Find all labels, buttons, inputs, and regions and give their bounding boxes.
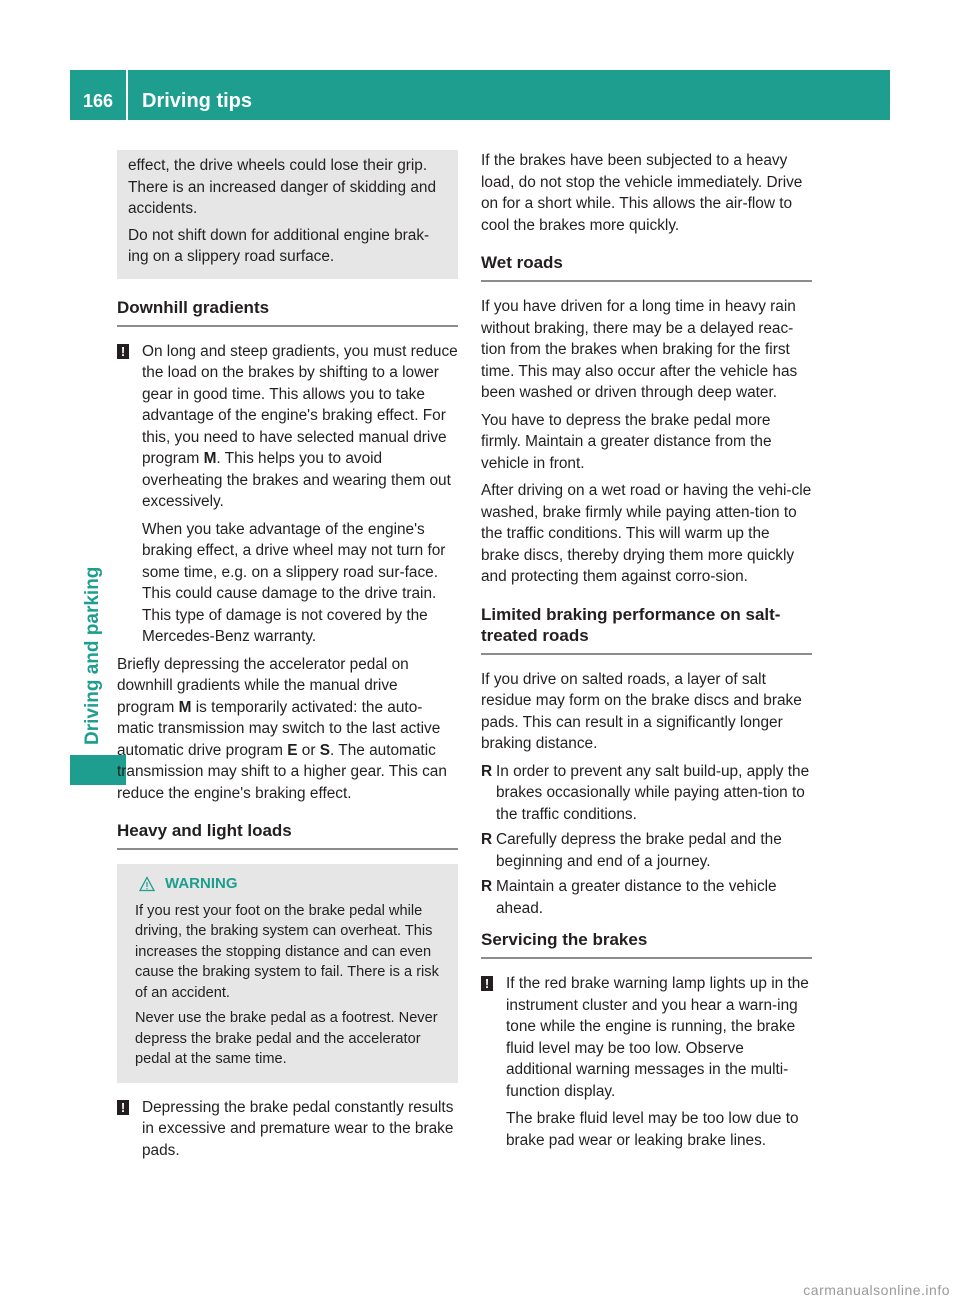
note-brake-wear (117, 1097, 458, 1162)
page-title: Driving tips (142, 90, 253, 112)
warning-box (117, 864, 458, 1083)
note-paragraph: On long and steep gradients, you must reduce the load on the brakes by shifting to a lower gear in good time. This allows you to take advantage of the engine's braking effect. For this, you need to have selected manual drive program M. This helps you to avoid overheating the brakes and wearing them out excessively. (142, 342, 458, 510)
note-paragraph: The brake fluid level may be too low due to brake pad wear or leaking brake lines. (506, 1110, 799, 1149)
heading-wet-roads: Wet roads (481, 252, 812, 282)
box-paragraph: effect, the drive wheels could lose their grip. There is an increased danger of skidding and accidents. (128, 157, 437, 217)
list-item: R In order to prevent any salt build-up, apply the brakes occasionally while paying atten-tion to the traffic conditions. (481, 762, 810, 823)
heading-downhill-gradients: Downhill gradients (117, 297, 458, 327)
heading-salt-roads: Limited braking performance on salt-treated roads (481, 604, 812, 655)
heading-servicing-brakes: Servicing the brakes (481, 929, 812, 959)
wet-paragraph: If you have driven for a long time in heavy rain without braking, there may be a delayed reac-tion from the brakes when braking for the first time. This may also occur after the vehicle has been washed or driven through deep water. (481, 298, 798, 401)
page-number: 166 (82, 91, 114, 111)
salt-bullet-list (481, 761, 812, 920)
watermark: carmanualsonline.info (803, 1282, 950, 1298)
section-side-tab: Driving and parking (82, 566, 103, 745)
note-downhill (117, 341, 458, 648)
bullet-icon: R (481, 831, 493, 848)
box-paragraph: Do not shift down for additional engine brak-ing on a slippery road surface. (128, 226, 430, 265)
note-paragraph: When you take advantage of the engine's braking effect, a drive wheel may not turn for some time, e.g. on a slippery road sur-face. This could cause damage to the drive train. This type of damage is not covered by the Mercedes-Benz warranty. (142, 520, 446, 645)
list-item: R Maintain a greater distance to the vehicle ahead. (481, 878, 777, 917)
note-brake-warning-lamp (481, 973, 812, 1151)
salt-paragraph: If you drive on salted roads, a layer of salt residue may form on the brake discs and brake pads. This can result in a significantly longer braking distance. (481, 670, 802, 752)
warning-paragraph: If you rest your foot on the brake pedal while driving, the braking system can overheat. This increases the stopping distance and can even cause the braking system to fail. There is a risk of an accident. (135, 902, 439, 1001)
warning-paragraph: Never use the brake pedal as a footrest. Never depress the brake pedal and the accelerator pedal at the same time. (135, 1010, 438, 1067)
header-divider (126, 70, 128, 120)
wet-paragraph: You have to depress the brake pedal more firmly. Maintain a greater distance from the vehicle in front. (481, 411, 772, 472)
heading-heavy-light-loads: Heavy and light loads (117, 820, 458, 850)
left-column (117, 150, 458, 1167)
continued-warning-box (117, 150, 458, 279)
warning-header (135, 874, 449, 895)
bullet-icon: R (481, 762, 493, 780)
warning-triangle-icon (139, 876, 155, 892)
exclamation-icon: ! (117, 344, 129, 359)
warning-title: WARNING (165, 875, 238, 892)
note-paragraph: Depressing the brake pedal constantly results in excessive and premature wear to the brake pads. (142, 1098, 454, 1159)
exclamation-icon: ! (481, 976, 493, 991)
note-paragraph: If the red brake warning lamp lights up in the instrument cluster and you hear a warn-ing tone while the engine is running, the brake fluid level may be too low. Observe additional warning messages in the multi-function display. (506, 975, 809, 1100)
wet-paragraph: After driving on a wet road or having the vehi-cle washed, brake firmly while paying atten-tion to the traffic conditions. This will warm up the brake discs, thereby drying them more quickly and protecting them against corro-sion. (481, 482, 812, 585)
right-column (481, 150, 812, 1157)
exclamation-icon: ! (117, 1100, 129, 1115)
list-item: R Carefully depress the brake pedal and the beginning and end of a journey. (481, 831, 782, 870)
downhill-paragraph: Briefly depressing the accelerator pedal on downhill gradients while the manual drive program M is temporarily activated: the auto-matic transmission may switch to the last active automatic drive program E or S. The automatic transmission may shift to a higher gear. This can reduce the engine's braking effect. (117, 655, 447, 802)
page-header (70, 70, 890, 120)
bullet-icon: R (481, 878, 493, 895)
intro-paragraph: If the brakes have been subjected to a heavy load, do not stop the vehicle immediately. Drive on for a short while. This allows the air-flow to cool the brakes more quickly. (481, 152, 803, 234)
